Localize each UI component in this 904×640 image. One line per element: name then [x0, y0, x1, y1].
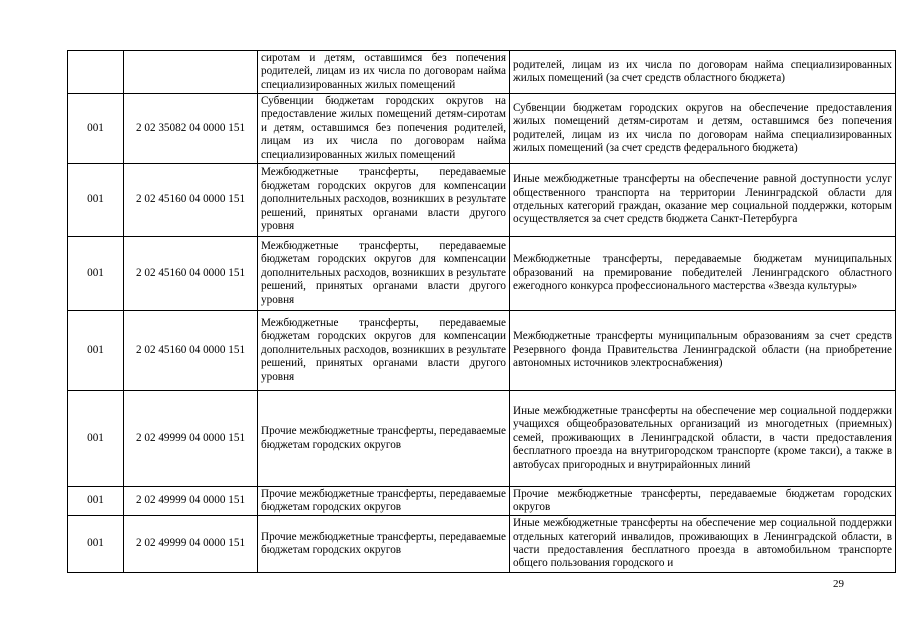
- revenue-description-cell: Прочие межбюджетные трансферты, передаваемые бюджетам городских округов: [510, 487, 896, 516]
- budget-revenue-table: [67, 50, 896, 573]
- table-row: [68, 391, 896, 487]
- revenue-name-cell: Межбюджетные трансферты, передаваемые бюджетам городских округов для компенсации дополнительных расходов, возникших в результате решений, принятых органами власти другого уровня: [258, 164, 510, 237]
- budget-code-cell: 2 02 45160 04 0000 151: [124, 311, 258, 391]
- budget-code-cell: 2 02 49999 04 0000 151: [124, 487, 258, 516]
- admin-code-cell: 001: [68, 516, 124, 573]
- budget-code-cell: 2 02 45160 04 0000 151: [124, 164, 258, 237]
- table-row: [68, 237, 896, 311]
- table-row: [68, 51, 896, 94]
- revenue-description-cell: Иные межбюджетные трансферты на обеспечение равной доступности услуг общественного транспорта на территории Ленинградской области для отдельных категорий граждан, оказание мер социальной поддержки, которым осуществляется за счет средств бюджета Санкт-Петербурга: [510, 164, 896, 237]
- revenue-description-cell: родителей, лицам из их числа по договорам найма специализированных жилых помещений (за счет средств областного бюджета): [510, 51, 896, 94]
- table-row: [68, 94, 896, 164]
- revenue-name-cell: Прочие межбюджетные трансферты, передаваемые бюджетам городских округов: [258, 391, 510, 487]
- revenue-description-cell: Межбюджетные трансферты, передаваемые бюджетам муниципальных образований на премирование победителей Ленинградского областного ежегодного конкурса профессионального мастерства «Звезда культуры»: [510, 237, 896, 311]
- table-row: [68, 164, 896, 237]
- table-row: [68, 311, 896, 391]
- budget-code-cell: 2 02 49999 04 0000 151: [124, 391, 258, 487]
- table-row: [68, 487, 896, 516]
- admin-code-cell: 001: [68, 164, 124, 237]
- admin-code-cell: 001: [68, 391, 124, 487]
- table-row: [68, 516, 896, 573]
- budget-code-cell: 2 02 45160 04 0000 151: [124, 237, 258, 311]
- revenue-name-cell: Прочие межбюджетные трансферты, передаваемые бюджетам городских округов: [258, 487, 510, 516]
- revenue-description-cell: Иные межбюджетные трансферты на обеспечение мер социальной поддержки отдельных категорий инвалидов, проживающих в Ленинградской области, в части предоставления бесплатного проезда в автомобильном транспорте общего пользования городского и: [510, 516, 896, 573]
- revenue-description-cell: Субвенции бюджетам городских округов на обеспечение предоставления жилых помещений детям-сиротам и детям, оставшимся без попечения родителей, лицам из их числа по договорам найма специализированных жилых помещений (за счет средств федерального бюджета): [510, 94, 896, 164]
- revenue-name-cell: Межбюджетные трансферты, передаваемые бюджетам городских округов для компенсации дополнительных расходов, возникших в результате решений, принятых органами власти другого уровня: [258, 311, 510, 391]
- revenue-name-cell: сиротам и детям, оставшимся без попечения родителей, лицам из их числа по договорам найма специализированных жилых помещений: [258, 51, 510, 94]
- revenue-name-cell: Субвенции бюджетам городских округов на предоставление жилых помещений детям-сиротам и детям, оставшимся без попечения родителей, лицам из их числа по договорам найма специализированных жилых помещений: [258, 94, 510, 164]
- page-number: 29: [833, 578, 844, 590]
- admin-code-cell: [68, 51, 124, 94]
- admin-code-cell: 001: [68, 94, 124, 164]
- revenue-name-cell: Прочие межбюджетные трансферты, передаваемые бюджетам городских округов: [258, 516, 510, 573]
- revenue-name-cell: Межбюджетные трансферты, передаваемые бюджетам городских округов для компенсации дополнительных расходов, возникших в результате решений, принятых органами власти другого уровня: [258, 237, 510, 311]
- budget-code-cell: [124, 51, 258, 94]
- revenue-description-cell: Иные межбюджетные трансферты на обеспечение мер социальной поддержки учащихся общеобразовательных организаций из многодетных (приемных) семей, проживающих в Ленинградской области, в части предоставления бесплатного проезда на внутригородском транспорте (кроме такси), а также в автобусах пригородных и внутрирайонных линий: [510, 391, 896, 487]
- admin-code-cell: 001: [68, 487, 124, 516]
- admin-code-cell: 001: [68, 311, 124, 391]
- admin-code-cell: 001: [68, 237, 124, 311]
- revenue-description-cell: Межбюджетные трансферты муниципальным образованиям за счет средств Резервного фонда Правительства Ленинградской области (на приобретение автономных источников электроснабжения): [510, 311, 896, 391]
- budget-code-cell: 2 02 49999 04 0000 151: [124, 516, 258, 573]
- budget-code-cell: 2 02 35082 04 0000 151: [124, 94, 258, 164]
